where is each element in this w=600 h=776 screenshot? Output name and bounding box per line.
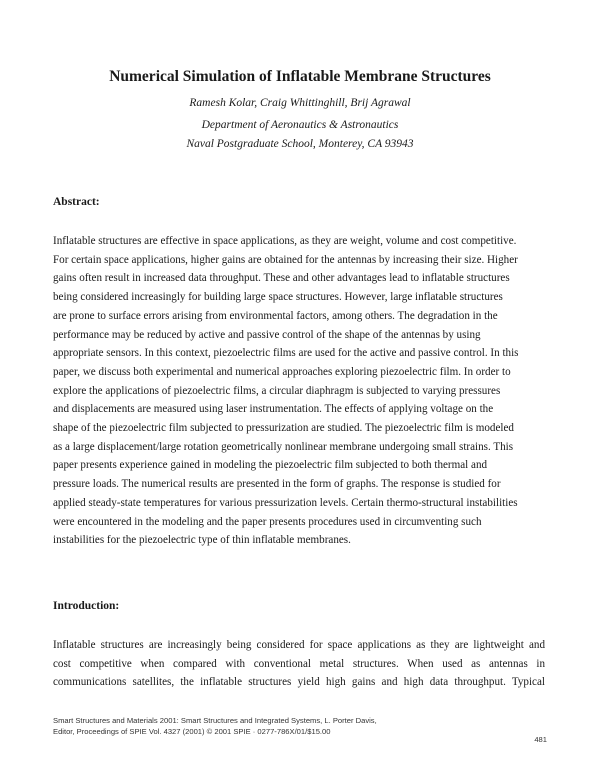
abstract-line: are prone to surface errors arising from environmental factors, among others. The degradation in the: [53, 309, 498, 322]
abstract-line: shape of the piezoelectric film subjected to pressurization are studied. The piezoelectric film is modeled: [53, 422, 514, 435]
abstract-line: were encountered in the modeling and the paper presents procedures used in circumventing such: [53, 515, 482, 528]
abstract-line: as a large displacement/large rotation geometrically nonlinear membrane undergoing small strains. This: [53, 440, 514, 453]
introduction-heading: Introduction:: [53, 600, 120, 612]
paper-department: Department of Aeronautics & Astronautics: [201, 119, 399, 131]
paper-authors: Ramesh Kolar, Craig Whittinghill, Brij Agrawal: [189, 97, 411, 109]
abstract-line: and displacements are measured using laser instrumentation. The effects of applying voltage on the: [53, 403, 494, 416]
paper-institution: Naval Postgraduate School, Monterey, CA 93943: [186, 138, 414, 150]
introduction-line: cost competitive when compared with conventional metal structures. When used as antennas in: [53, 657, 545, 670]
page-number: 481: [534, 735, 547, 744]
abstract-line: paper presents experience gained in modeling the piezoelectric film subjected to both thermal and: [53, 459, 488, 472]
abstract-line: gains often result in increased data throughput. These and other advantages lead to inflatable structures: [53, 272, 510, 285]
abstract-line: performance may be reduced by active and passive control of the shape of the antennas by using: [53, 328, 481, 341]
introduction-line: Inflatable structures are increasingly being considered for space applications as they are lightweight and: [53, 639, 545, 651]
abstract-heading: Abstract:: [53, 196, 100, 208]
abstract-line: being considered increasingly for building large space structures. However, large inflatable structures: [53, 291, 503, 304]
introduction-line: communications satellites, the inflatable structures yield high gains and high data throughput. Typical: [53, 676, 545, 689]
introduction-body: [53, 636, 545, 692]
abstract-line: instabilities for the piezoelectric type of thin inflatable membranes.: [53, 534, 351, 547]
abstract-line: explore the applications of piezoelectric films, a circular diaphragm is subjected to varying pressures: [53, 384, 501, 397]
abstract-line: pressure loads. The numerical results are presented in the form of graphs. The response is studied for: [53, 478, 501, 491]
abstract-line: paper, we discuss both experimental and numerical approaches exploring piezoelectric film. In order to: [53, 365, 511, 378]
footer-citation-line-2: Editor, Proceedings of SPIE Vol. 4327 (2001) © 2001 SPIE · 0277-786X/01/$15.00: [53, 727, 331, 736]
paper-title: Numerical Simulation of Inflatable Membrane Structures: [109, 68, 491, 85]
footer-citation-line-1: Smart Structures and Materials 2001: Smart Structures and Integrated Systems, L. Porter Davis,: [53, 716, 377, 725]
abstract-line: appropriate sensors. In this context, piezoelectric films are used for the active and passive control. In this: [53, 347, 519, 360]
abstract-line: Inflatable structures are effective in space applications, as they are weight, volume and cost competitive.: [53, 235, 517, 247]
abstract-body: [53, 232, 545, 550]
abstract-line: For certain space applications, higher gains are obtained for the antennas by increasing their size. Higher: [53, 253, 518, 266]
abstract-line: applied steady-state temperatures for various pressurization levels. Certain thermo-structural instabilities: [53, 496, 518, 509]
